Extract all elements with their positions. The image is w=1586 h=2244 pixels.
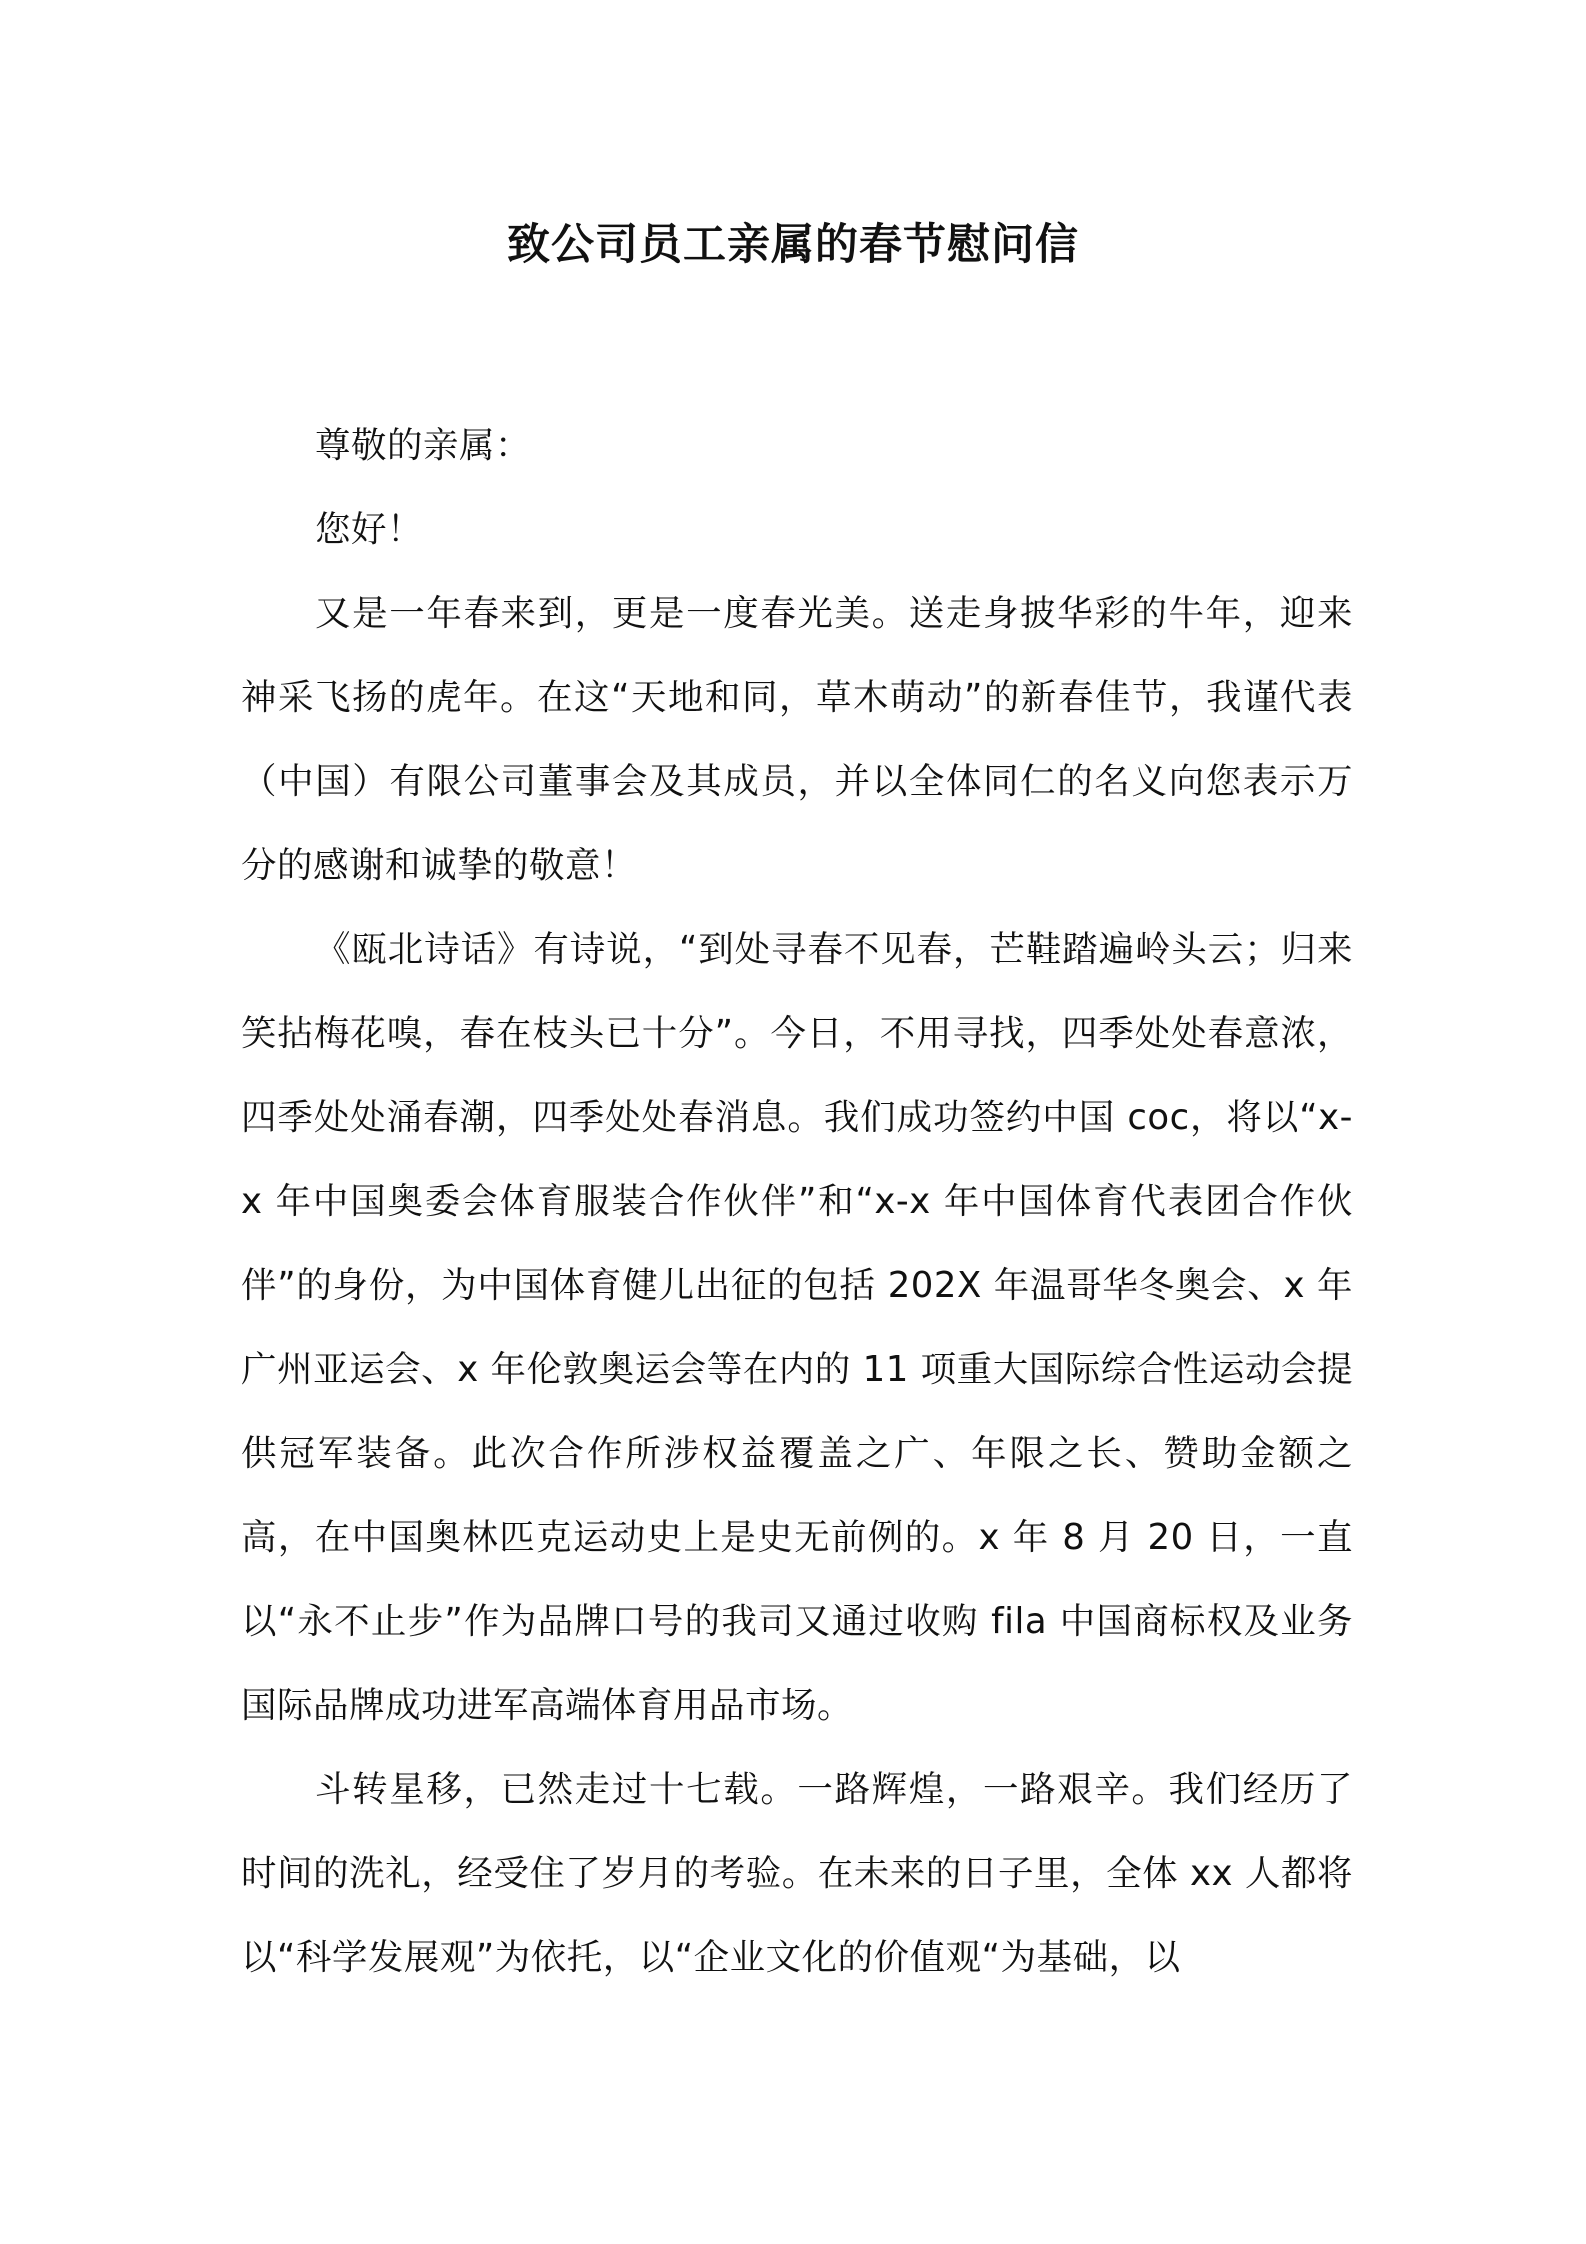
salutation: 尊敬的亲属： [315,425,532,466]
paragraph-3: 斗转星移，已然走过十七载。一路辉煌，一路艰辛。我们经历了时间的洗礼，经受住了岁月的考验。在未来的日子里，全体 xx 人都将以“科学发展观”为依托，以“企业文化的价值观“为基础，以 [241,1769,1353,1978]
letter-body [241,404,1353,2000]
paragraph-2: 《瓯北诗话》有诗说，“到处寻春不见春，芒鞋踏遍岭头云；归来笑拈梅花嗅，春在枝头已十分”。今日，不用寻找，四季处处春意浓，四季处处涌春潮，四季处处春消息。我们成功签约中国 coc，将以“x-x 年中国奥委会体育服装合作伙伴”和“x-x 年中国体育代表团合作伙伴”的身份，为中国体育健儿出征的包括 202X 年温哥华冬奥会、x 年广州亚运会、x 年伦敦奥运会等在内的 11 项重大国际综合性运动会提供冠军装备。此次合作所涉权益覆盖之广、年限之长、赞助金额之高，在中国奥林匹克运动史上是史无前例的。x 年 8 月 20 日，一直以“永不止步”作为品牌口号的我司又通过收购 fila 中国商标权及业务国际品牌成功进军高端体育用品市场。 [241,929,1353,1726]
paragraph-1: 又是一年春来到，更是一度春光美。送走身披华彩的牛年，迎来神采飞扬的虎年。在这“天地和同，草木萌动”的新春佳节，我谨代表（中国）有限公司董事会及其成员，并以全体同仁的名义向您表示万分的感谢和诚挚的敬意！ [241,593,1353,886]
document-title: 致公司员工亲属的春节慰问信 [507,220,1079,270]
greeting: 您好！ [315,509,424,550]
